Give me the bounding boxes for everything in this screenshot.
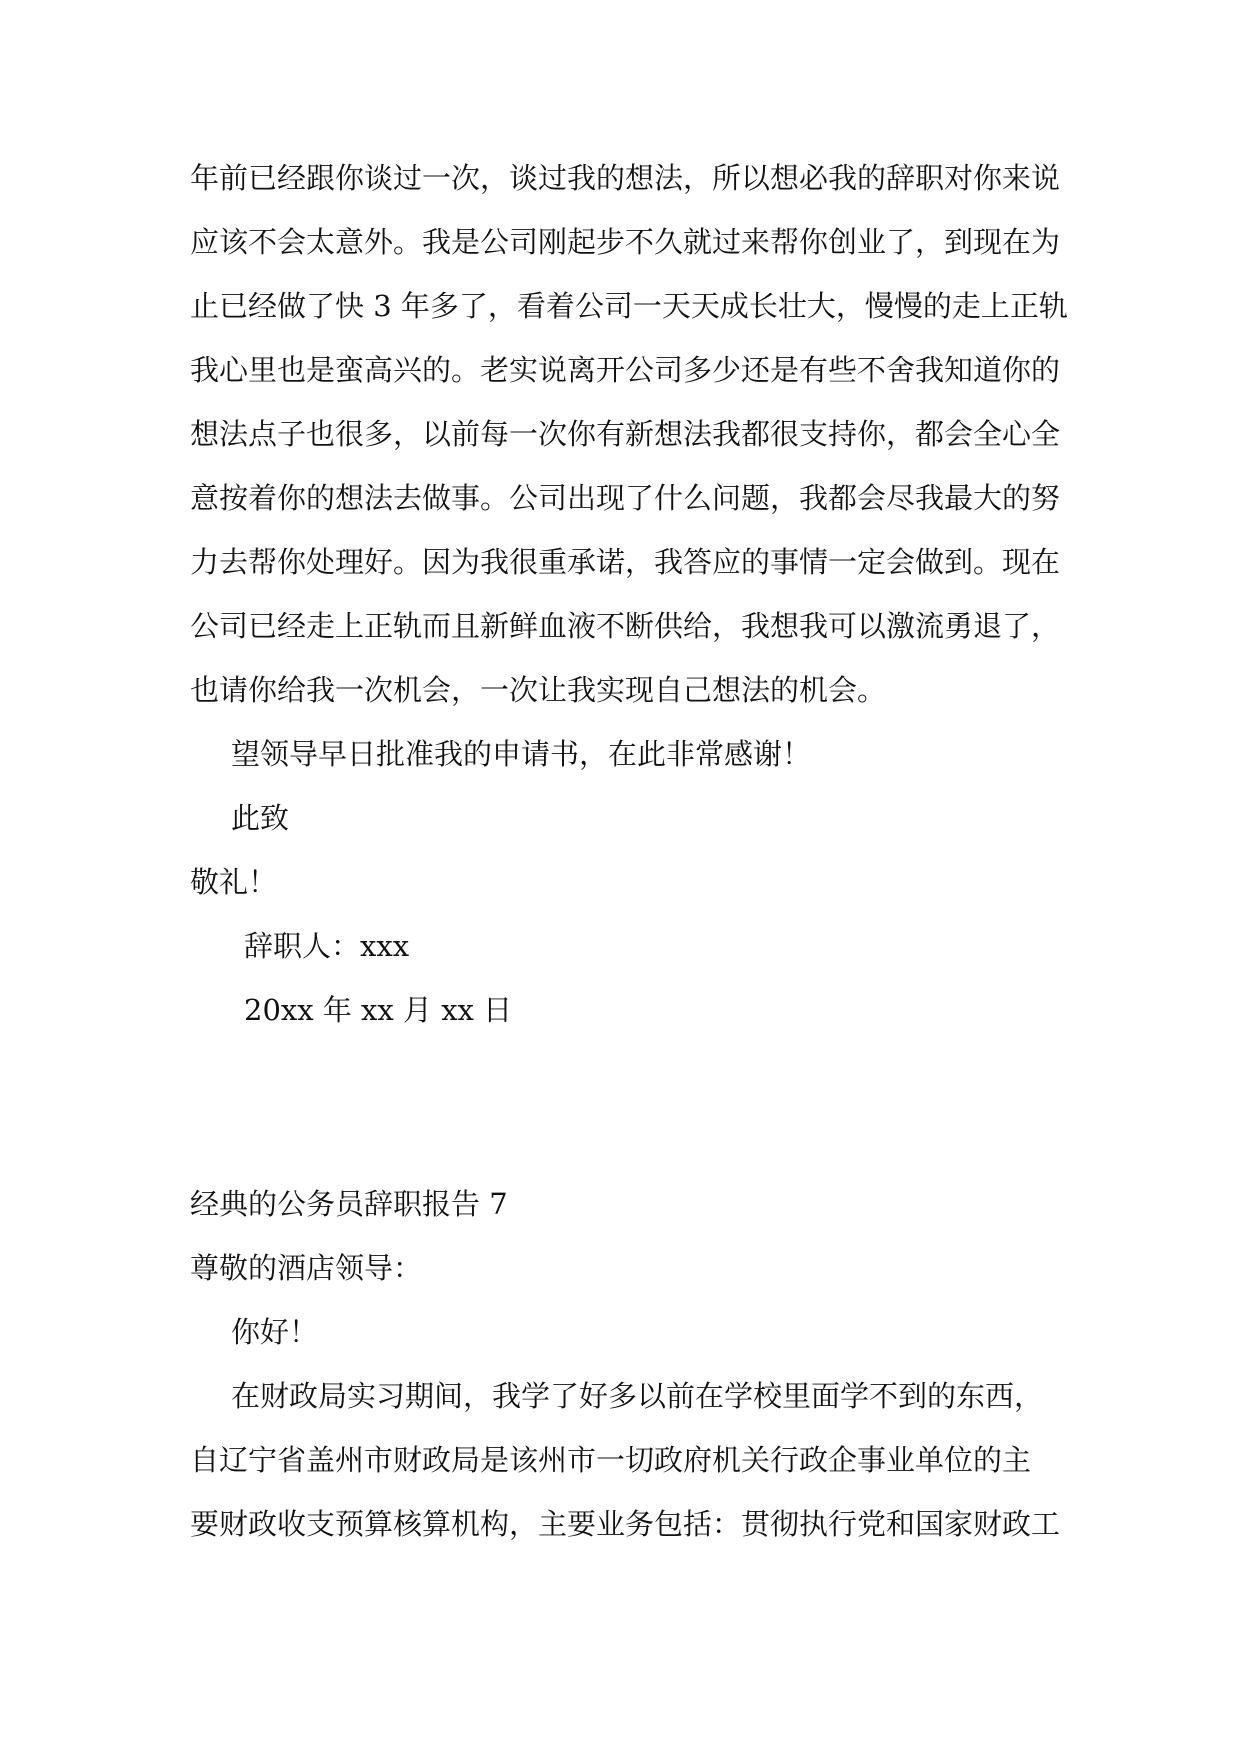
paragraph-line: 也请你给我一次机会，一次让我实现自己想法的机会。 [190,673,887,707]
date-line: 20xx 年 xx 月 xx 日 [244,993,513,1027]
paragraph-line: 年前已经跟你谈过一次，谈过我的想法，所以想必我的辞职对你来说 [190,161,1061,195]
paragraph-line: 止已经做了快 3 年多了，看着公司一天天成长壮大，慢慢的走上正轨 [190,289,1068,323]
paragraph-line: 要财政收支预算核算机构，主要业务包括：贯彻执行党和国家财政工 [190,1507,1061,1541]
closing-request: 望领导早日批准我的申请书，在此非常感谢！ [231,737,812,771]
closing-cizhi: 此致 [231,801,290,835]
paragraph-line: 想法点子也很多，以前每一次你有新想法我都很支持你，都会全心全 [190,417,1061,451]
paragraph-line: 我心里也是蛮高兴的。老实说离开公司多少还是有些不舍我知道你的 [190,353,1061,387]
paragraph-line: 公司已经走上正轨而且新鲜血液不断供给，我想我可以激流勇退了， [190,609,1061,643]
section-title: 经典的公务员辞职报告 7 [190,1187,508,1221]
paragraph-line: 自辽宁省盖州市财政局是该州市一切政府机关行政企事业单位的主 [190,1443,1032,1477]
signer-line: 辞职人：xxx [244,929,410,963]
salutation: 尊敬的酒店领导： [190,1251,423,1285]
paragraph-line: 应该不会太意外。我是公司刚起步不久就过来帮你创业了，到现在为 [190,225,1061,259]
closing-jingli: 敬礼！ [190,865,278,899]
paragraph-line: 力去帮你处理好。因为我很重承诺，我答应的事情一定会做到。现在 [190,545,1061,579]
paragraph-line: 意按着你的想法去做事。公司出现了什么问题，我都会尽我最大的努 [190,481,1061,515]
greeting: 你好！ [231,1315,319,1349]
paragraph-line: 在财政局实习期间，我学了好多以前在学校里面学不到的东西， [231,1379,1044,1413]
